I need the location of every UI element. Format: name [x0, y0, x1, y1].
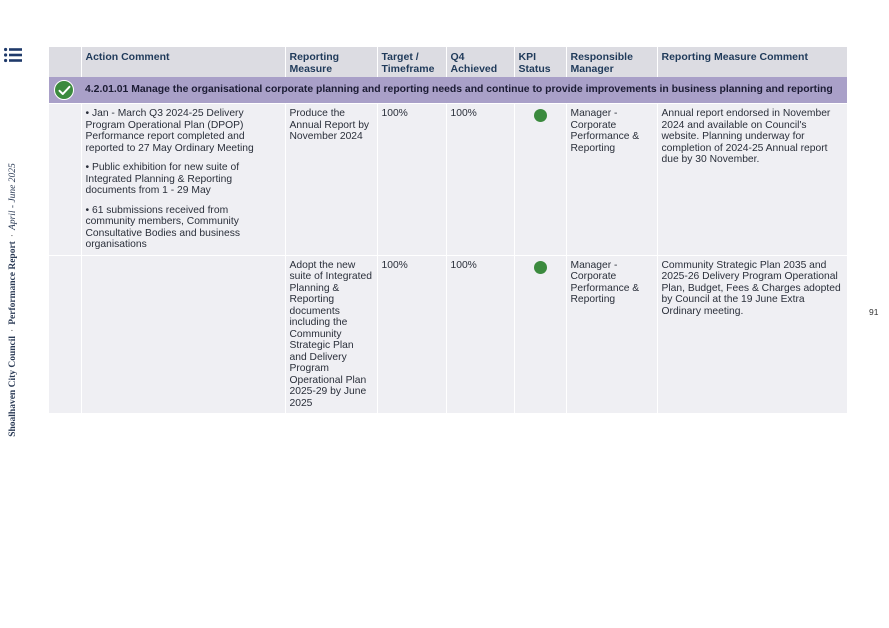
responsible-manager-cell: Manager - Corporate Performance & Reporting: [566, 104, 657, 256]
table-row: [49, 104, 847, 256]
table-row: [49, 255, 847, 414]
goal-status-cell: [49, 77, 81, 104]
reporting-measure-cell: Produce the Annual Report by November 2024: [285, 104, 377, 256]
status-cell: [49, 255, 81, 414]
action-comment-cell: [81, 104, 285, 256]
header-reporting-measure: Reporting Measure: [285, 47, 377, 77]
goal-row: [49, 77, 847, 104]
header-status: [49, 47, 81, 77]
header-q4-achieved: Q4 Achieved: [446, 47, 514, 77]
q4-achieved-cell: 100%: [446, 104, 514, 256]
table-header-row: [49, 47, 847, 77]
target-cell: 100%: [377, 255, 446, 414]
action-comment-bullet: • 61 submissions received from community members, Community Consultative Bodies and business organisations: [85, 204, 241, 250]
kpi-status-cell: [514, 255, 566, 414]
header-target: Target / Timeframe: [377, 47, 446, 77]
header-action-comment: Action Comment: [81, 47, 285, 77]
report-name: Performance Report: [8, 241, 18, 325]
action-table: [49, 47, 848, 414]
sidebar-report-title: [8, 163, 18, 437]
report-period: April - June 2025: [8, 163, 18, 230]
measure-comment-cell: Annual report endorsed in November 2024 and available on Council's website. Planning underway for completion of 2024-25 Annual report due by 30 November.: [657, 104, 847, 256]
reporting-measure-cell: Adopt the new suite of Integrated Planning & Reporting documents including the Community Strategic Plan and Delivery Program Operational Plan 2025-29 by June 2025: [285, 255, 377, 414]
status-cell: [49, 104, 81, 256]
action-comment-cell: [81, 255, 285, 414]
kpi-status-green-icon: [534, 109, 547, 122]
header-measure-comment: Reporting Measure Comment: [657, 47, 847, 77]
header-kpi-status: KPI Status: [514, 47, 566, 77]
kpi-status-cell: [514, 104, 566, 256]
title-separator: ·: [8, 328, 18, 332]
q4-achieved-cell: 100%: [446, 255, 514, 414]
goal-title: 4.2.01.01 Manage the organisational corporate planning and reporting needs and continue to provide improvements in business planning and reporting: [81, 77, 847, 104]
responsible-manager-cell: Manager - Corporate Performance & Reporting: [566, 255, 657, 414]
target-cell: 100%: [377, 104, 446, 256]
measure-comment-cell: Community Strategic Plan 2035 and 2025-26 Delivery Program Operational Plan, Budget, Fees & Charges adopted by Council at the 19 June Extra Ordinary meeting.: [657, 255, 847, 414]
action-comment-bullet: • Public exhibition for new suite of Integrated Planning & Reporting documents from 1 - 29 May: [85, 162, 240, 196]
header-responsible-manager: Responsible Manager: [566, 47, 657, 77]
kpi-status-green-icon: [534, 261, 547, 274]
menu-list-icon[interactable]: [4, 47, 22, 63]
check-circle-icon: [54, 80, 74, 100]
title-separator: ·: [8, 233, 18, 238]
page-number: 91: [869, 307, 879, 317]
action-comment-bullet: • Jan - March Q3 2024-25 Delivery Program Operational Plan (DPOP) Performance report completed and reported to 27 May Ordinary Meeting: [85, 108, 254, 154]
council-name: Shoalhaven City Council: [8, 335, 18, 437]
